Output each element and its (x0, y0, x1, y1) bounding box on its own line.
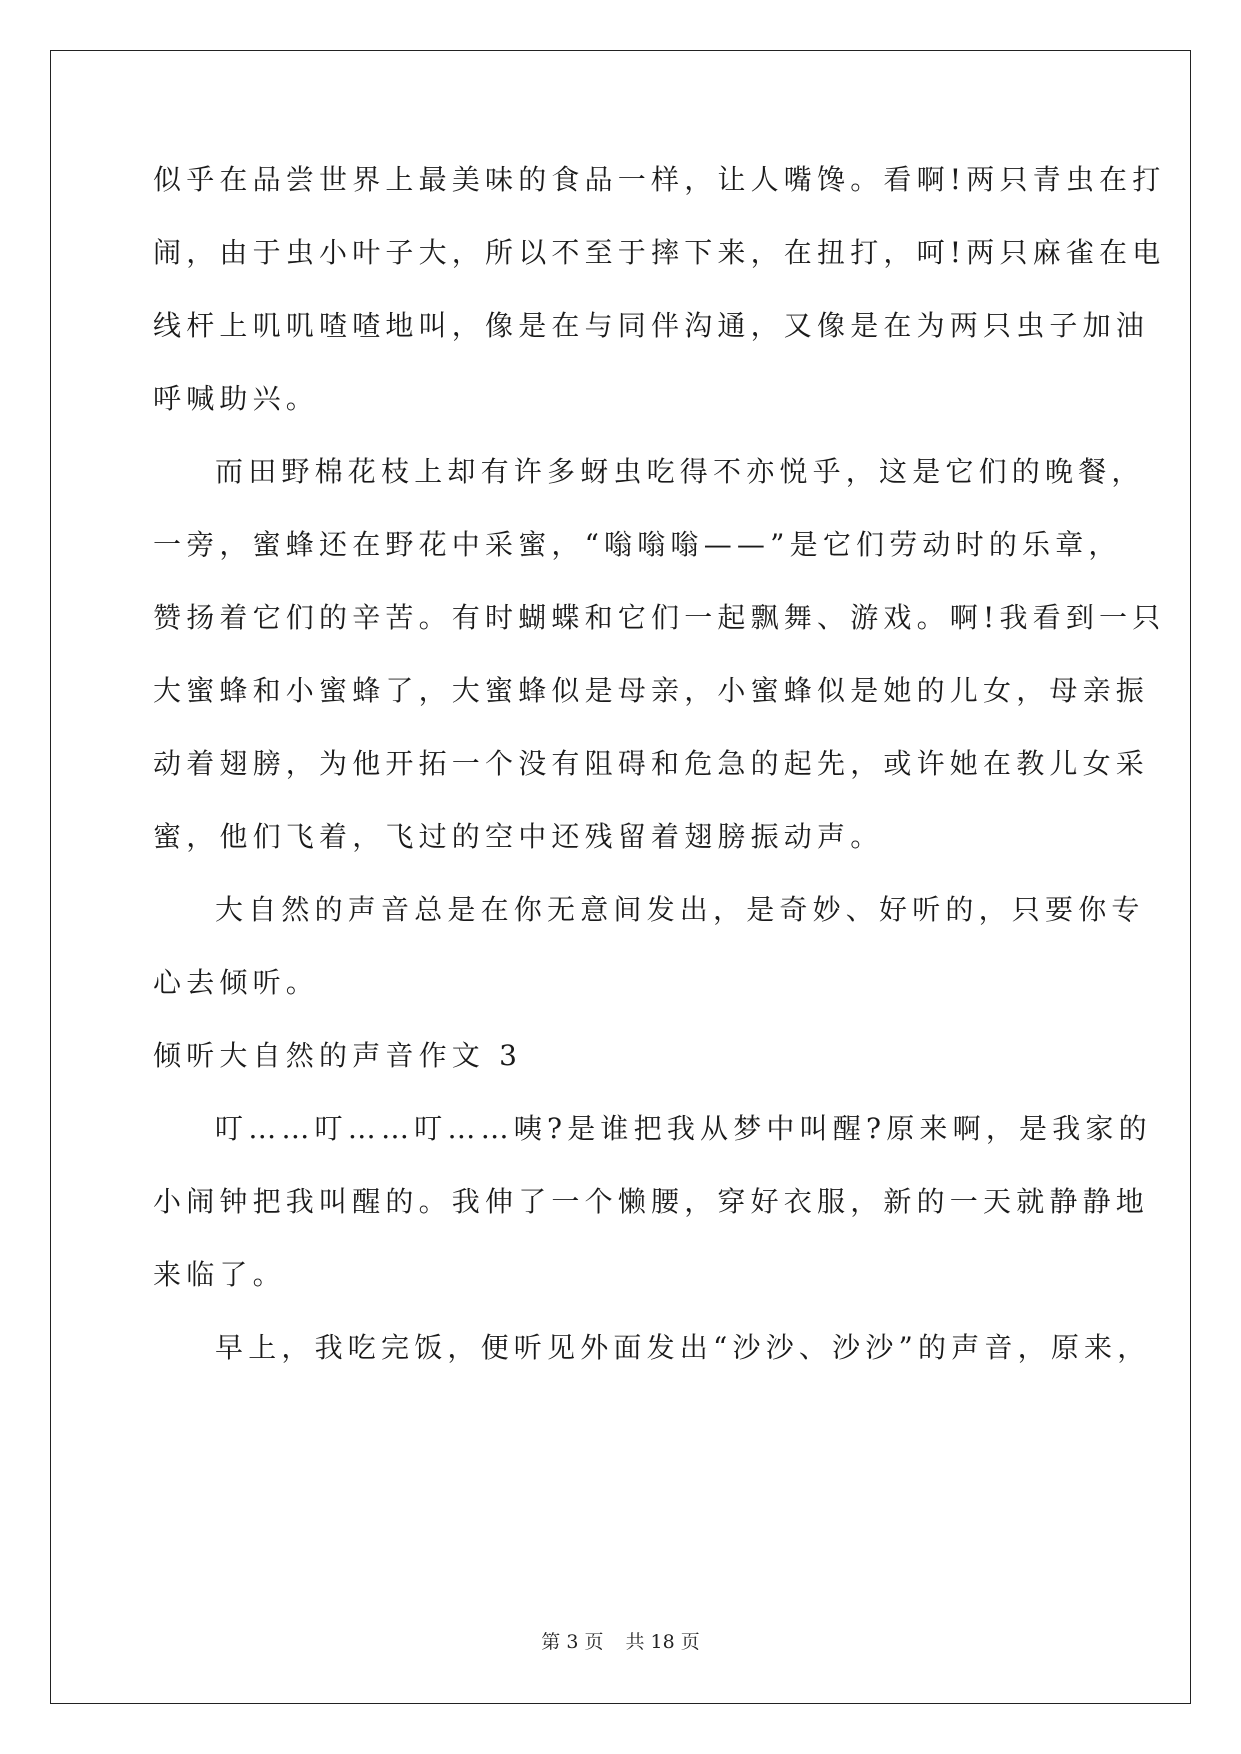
text-line: 蜜，他们飞着，飞过的空中还残留着翅膀振动声。 (153, 820, 884, 853)
text-line: 来临了。 (153, 1258, 286, 1291)
text-line: 似乎在品尝世界上最美味的食品一样，让人嘴馋。看啊!两只青虫在打 (153, 163, 1166, 196)
text-line: 赞扬着它们的辛苦。有时蝴蝶和它们一起飘舞、游戏。啊!我看到一只 (153, 601, 1166, 634)
section-heading: 倾听大自然的声音作文 3 (153, 1039, 523, 1072)
text-line: 大蜜蜂和小蜜蜂了，大蜜蜂似是母亲，小蜜蜂似是她的儿女，母亲振 (153, 674, 1150, 707)
paragraph-start: 大自然的声音总是在你无意间发出，是奇妙、好听的，只要你专 (215, 893, 1145, 926)
text-line: 心去倾听。 (153, 966, 320, 999)
text-line: 一旁，蜜蜂还在野花中采蜜，“嗡嗡嗡——”是它们劳动时的乐章， (153, 528, 1122, 561)
page-number: 第 3 页 (541, 1631, 604, 1653)
page-footer (0, 1630, 1241, 1654)
text-line: 闹，由于虫小叶子大，所以不至于摔下来，在扭打，呵!两只麻雀在电 (153, 236, 1166, 269)
paragraph-start: 早上，我吃完饭，便听见外面发出“沙沙、沙沙”的声音，原来， (215, 1331, 1151, 1364)
text-line: 线杆上叽叽喳喳地叫，像是在与同伴沟通，又像是在为两只虫子加油 (153, 309, 1150, 342)
paragraph-start: 而田野棉花枝上却有许多蚜虫吃得不亦悦乎，这是它们的晚餐， (215, 455, 1145, 488)
page-border (50, 50, 1191, 1704)
text-line: 呼喊助兴。 (153, 382, 320, 415)
text-line: 动着翅膀，为他开拓一个没有阻碍和危急的起先，或许她在教儿女采 (153, 747, 1150, 780)
paragraph-start: 叮……叮……叮……咦?是谁把我从梦中叫醒?原来啊，是我家的 (215, 1112, 1152, 1145)
text-line: 小闹钟把我叫醒的。我伸了一个懒腰，穿好衣服，新的一天就静静地 (153, 1185, 1150, 1218)
page-total: 共 18 页 (625, 1631, 700, 1653)
